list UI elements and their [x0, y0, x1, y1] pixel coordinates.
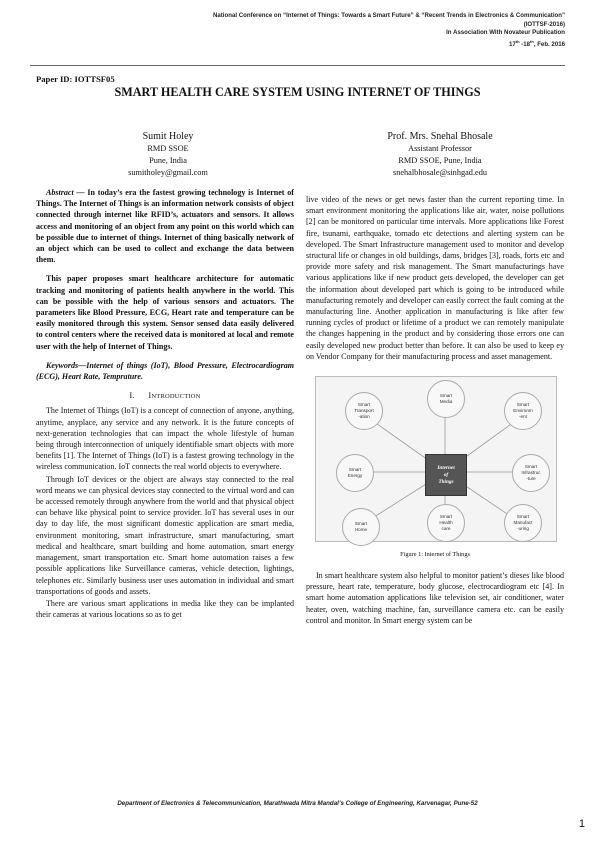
body-paragraph: There are various smart applications in media like they can be implanted their cameras at various locations so as to get: [36, 598, 294, 620]
abstract-paragraph-1: Abstract — In today’s era the fastest growing technology is Internet of Things. The Internet of Things is an information network consists of object connected through internet like RFID’s, actuators and sensors. It allows access and monitoring of an object from any point on this world which can be possible due to internet of things. Internet of thing basically network of an object which can be used to collect and exchange the data between them.: [36, 188, 294, 265]
keywords: Keywords—Internet of things (IoT), Blood Pressure, Electrocardiogram (ECG), Heart Rate, Temprature.: [36, 360, 294, 382]
author-name: Prof. Mrs. Snehal Bhosale: [387, 131, 493, 142]
header-divider: [30, 65, 565, 66]
node-smart-energy: Smart Energy: [336, 454, 374, 492]
body-paragraph: The Internet of Things (IoT) is a concept of connection of anyone, anything, anytime, anyplace, any service and any network. It is the future concepts of next-generation technologies that can impact the whole lifestyle of human being through interconnection of uniquely identifiable smart objects with more benefits [1]. The Internet of Things (IoT) is a fastest growing technology in the wireless communication. IoT connects the real world objects to everywhere.: [36, 406, 294, 472]
author-location: Pune, India: [149, 156, 187, 165]
header-line-2: (IOTTSF-2016): [523, 20, 565, 28]
author-affiliation: RMD SSOE, Pune, India: [398, 156, 482, 165]
node-smart-transportation: Smart Transport -ation: [345, 392, 383, 430]
header-line-3: In Association With Novateur Publication: [446, 29, 565, 37]
center-internet-of-things: Internet of Things: [425, 454, 467, 496]
paper-id: Paper ID: IOTTSF05: [36, 74, 115, 84]
body-paragraph: live video of the news or get news faster than the current reporting time. In smart environment monitoring the applications like air, water, noise pollutions [2] can be monitored on particular time intervals. More applications like Forest fire, tsunami, earthquake, tornado etc detections and alerting system can be developed. The Smart Infrastructure management used to monitor and develop structural life or changes in old buildings, dams, bridges [3], roads, forts etc and provide more safety and risk management. The Smart manufacturings have various applications like if new product gets developed, the developer can get the information about developed part which is going to be introduced while manufacturing remotely and developer can easily correct the fault coming at the manufacturing line. Another application in manufacturing is like after few running cycles of product or lifetime of a product we can remotely manipulate the changes happening in the product and by considering those errors one can easily developed new product better than before. It can also be used to keep ey on Vendor Company for their manufacturing process and asset management.: [306, 195, 564, 361]
left-column: [36, 187, 294, 621]
page-number: 1: [578, 818, 585, 830]
conference-header: [213, 12, 565, 49]
figure-caption: Figure 1: Internet of Things: [400, 551, 470, 559]
author-email: snehalbhosale@sinhgad.edu: [392, 168, 488, 177]
abstract-paragraph-2: This paper proposes smart healthcare architecture for automatic tracking and monitoring of patients health anywhere in the world. This can be possible with the help of various sensors and actuators. The parameters like Blood Pressure, ECG, Heart rate and temperature can be easily monitored through this system. Sensor sensed data easily delivered to control centers where the received data is monitored at local and remote user with the help of Internet of Things.: [36, 274, 294, 351]
header-line-4: 17th -18th, Feb. 2016: [508, 38, 565, 48]
right-column: [306, 194, 564, 627]
author-title: Assistant Professor: [408, 144, 472, 153]
introduction-body: [36, 405, 294, 620]
node-smart-healthcare: Smart Health care: [427, 504, 465, 542]
page-footer: Department of Electronics & Telecommunication, Marathwada Mitra Mandal’s College of Engineering, Karvenagar, Pune-52: [117, 800, 478, 807]
node-smart-environment: Smart Environm -ent: [504, 392, 542, 430]
node-smart-media: Smart Media: [427, 380, 465, 418]
abstract: [36, 187, 294, 352]
abstract-label: Abstract —: [46, 188, 85, 197]
author-email: sumitholey@gmail.com: [128, 168, 208, 177]
author-affiliation: RMD SSOE: [147, 144, 189, 153]
figure-internet-of-things: [306, 372, 564, 562]
body-paragraph: Through IoT devices or the object are always stay connected to the real word means we can physical devices stay connected to the virtual word and can be accessed remotely through anywhere from the world and that physical object can behave like physical point to service provider. IoT has several uses in our day to day life, the most significant domestic application are smart media, environment monitoring, smart infrastructure, smart manufacturing, smart medical and healthcare, smart building and home automation, smart energy management, smart transportation etc. Smart home automation raises a few possible applications like Surveillance cameras, vehicle detection, lightings, telephones etc. Similarly business user uses automation in individual and smart transportations of goods and assets.: [36, 474, 294, 596]
section-heading-introduction: I. INTRODUCTION: [129, 391, 201, 401]
author-block-2: [345, 130, 535, 179]
paper-title: SMART HEALTH CARE SYSTEM USING INTERNET OF THINGS: [114, 85, 481, 99]
author-block-1: [78, 130, 258, 179]
body-paragraph: In smart healthcare system also helpful to monitor patient’s dieses like blood pressure, heart rate, temperature, body glucose, electrocardiogram etc [4]. In smart home automation applications like television set, air conditioner, water heater, oven, watching machine, fan, surveillance camera etc. can be easily control and monitor. In Smart energy system can be: [306, 571, 564, 625]
node-smart-manufacturing: Smart Manufact -uring: [504, 504, 542, 542]
header-line-1: National Conference on “Internet of Things: Towards a Smart Future” & “Recent Trends in Electronics & Communication”: [212, 12, 565, 19]
node-smart-home: Smart Home: [342, 508, 380, 546]
author-name: Sumit Holey: [142, 131, 194, 142]
node-smart-infrastructure: Smart Infrastruc -ture: [512, 454, 550, 492]
